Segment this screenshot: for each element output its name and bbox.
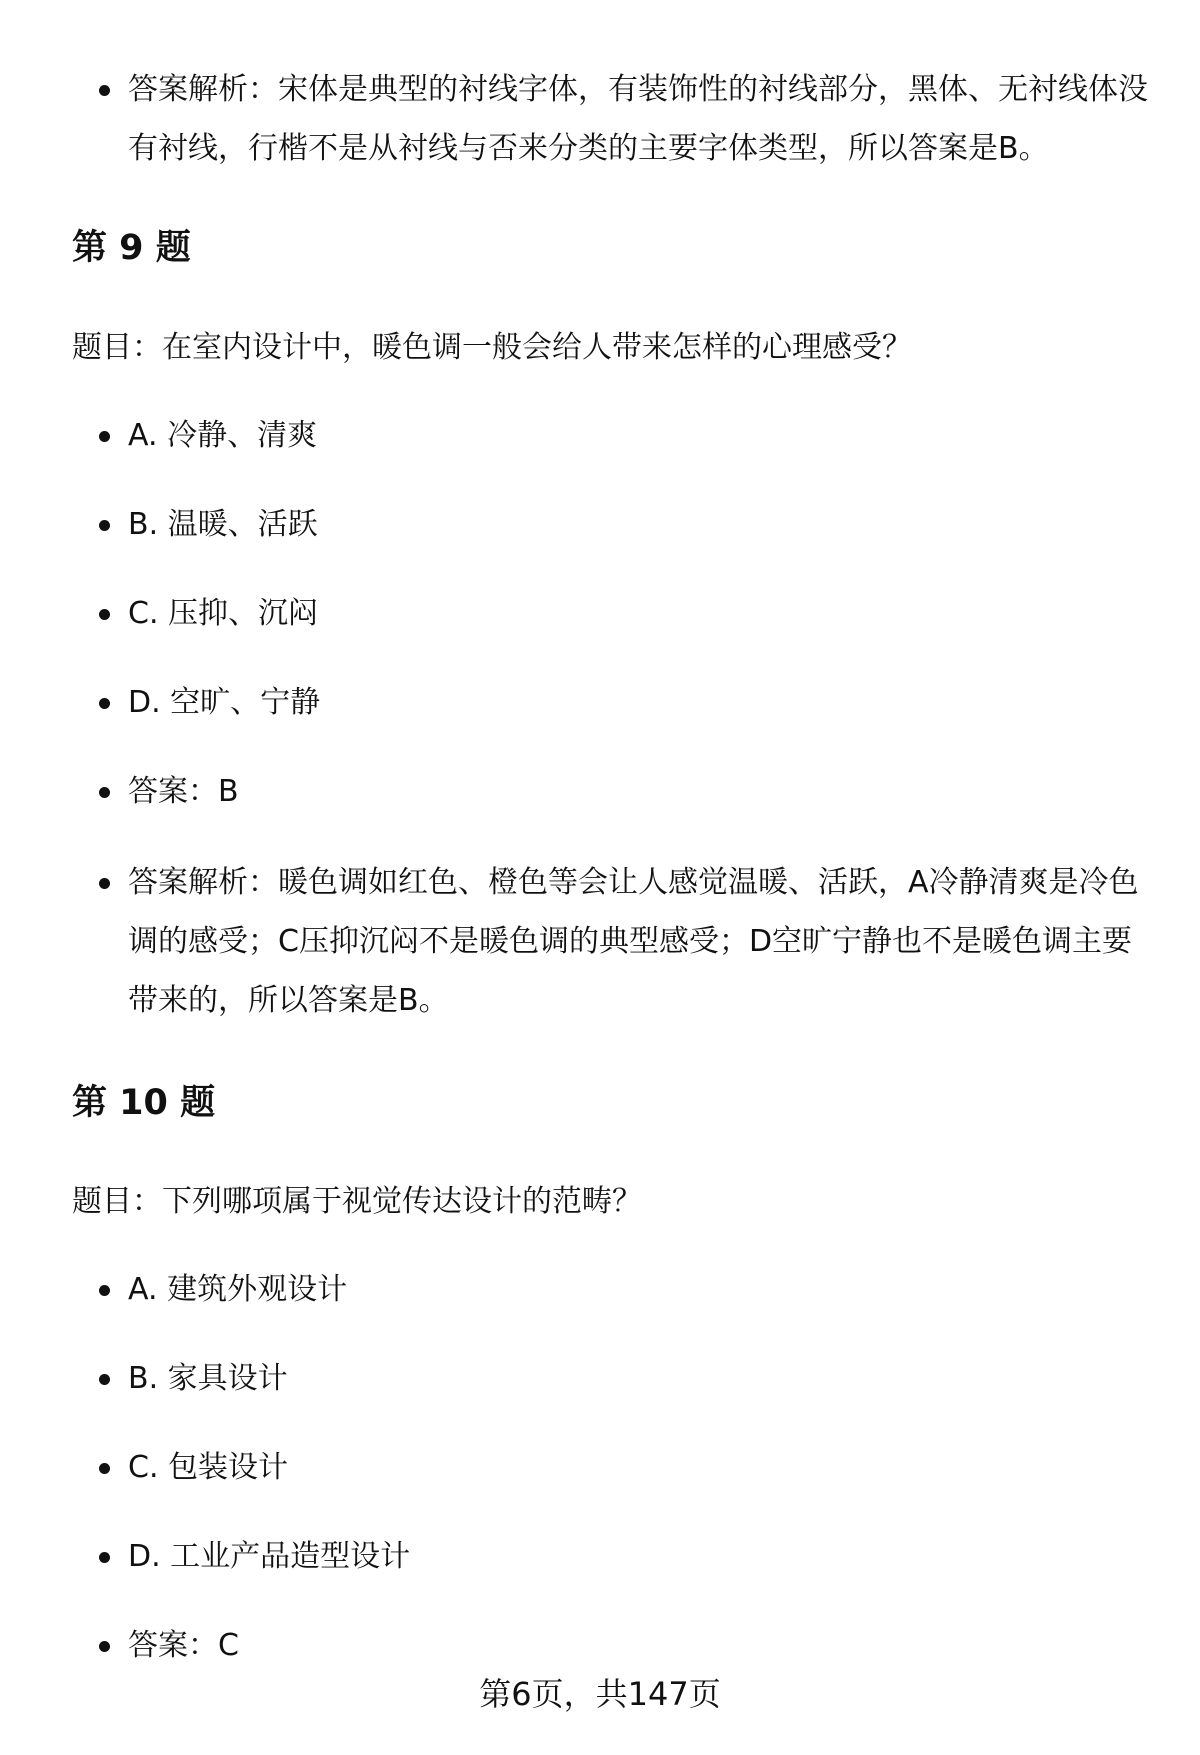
question-9-answer: 答案：B [128, 762, 1148, 821]
question-9-option-a: A. 冷静、清爽 [128, 406, 1148, 465]
question-9-option-d: D. 空旷、宁静 [128, 673, 1148, 732]
question-10-option-c: C. 包装设计 [128, 1438, 1148, 1497]
question-9-heading: 第 9 题 [72, 228, 191, 268]
question-9-stem: 题目：在室内设计中，暖色调一般会给人带来怎样的心理感受？ [72, 330, 912, 365]
question-10-heading: 第 10 题 [72, 1083, 216, 1123]
question-10-stem: 题目：下列哪项属于视觉传达设计的范畴？ [72, 1184, 642, 1219]
page-number-footer: 第6页，共147页 [479, 1675, 721, 1713]
question-10-option-b: B. 家具设计 [128, 1349, 1148, 1408]
question-10-option-d: D. 工业产品造型设计 [128, 1527, 1148, 1586]
question-10-answer: 答案：C [128, 1616, 1148, 1675]
question-9-explanation: 答案解析：暖色调如红色、橙色等会让人感觉温暖、活跃，A冷静清爽是冷色调的感受；C压抑沉闷不是暖色调的典型感受；D空旷宁静也不是暖色调主要带来的，所以答案是B。 [128, 853, 1148, 1030]
question-10-option-a: A. 建筑外观设计 [128, 1260, 1148, 1319]
prev-question-explanation: 答案解析：宋体是典型的衬线字体，有装饰性的衬线部分，黑体、无衬线体没有衬线，行楷不是从衬线与否来分类的主要字体类型，所以答案是B。 [128, 60, 1148, 178]
question-9-option-c: C. 压抑、沉闷 [128, 584, 1148, 643]
question-9-option-b: B. 温暖、活跃 [128, 495, 1148, 554]
